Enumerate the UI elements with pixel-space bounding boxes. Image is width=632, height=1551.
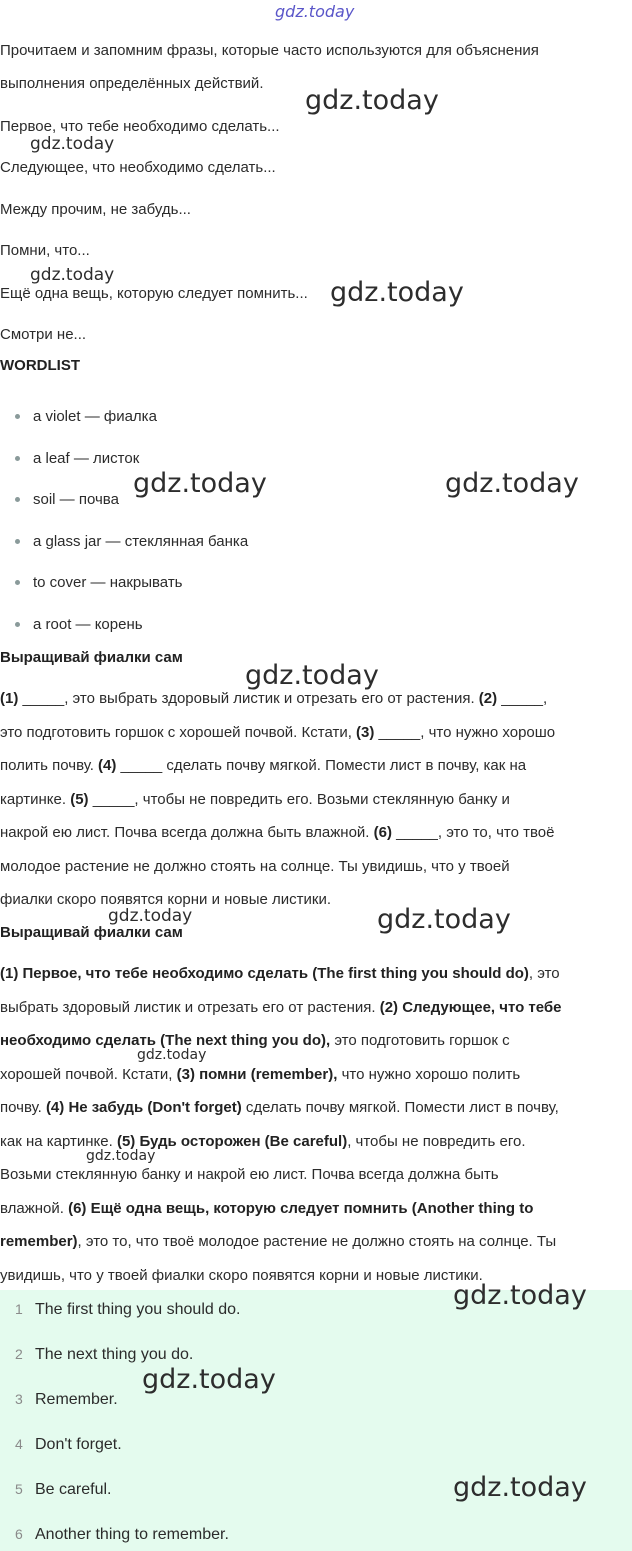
watermark: gdz.today [453, 1280, 587, 1311]
answer-phrase: (1) Первое, что тебе необходимо сделать (The first thing you should do) [0, 965, 529, 982]
phrase-item: Следующее, что необходимо сделать... [0, 159, 276, 176]
answer-text: Be careful. [35, 1481, 112, 1498]
wordlist-item-text: soil — почва [33, 491, 119, 508]
solution-text: , это то, что твоё молодое растение не должно стоять на солнце. Ты [77, 1233, 557, 1250]
answer-text: The first thing you should do. [35, 1301, 241, 1318]
answer-row [15, 1343, 193, 1366]
watermark: gdz.today [330, 277, 464, 308]
task-text: полить почву. [0, 757, 99, 774]
answer-phrase: (4) Не забудь (Don't forget) [45, 1099, 242, 1116]
solution-line [0, 998, 562, 1018]
blank-number: (5) [70, 791, 89, 808]
answer-number: 2 [15, 1346, 23, 1362]
task-text: _____, [497, 690, 548, 707]
wordlist-item [15, 407, 157, 427]
task-line [0, 823, 555, 843]
wordlist-item [15, 449, 139, 469]
watermark: gdz.today [245, 660, 379, 691]
answer-number: 6 [15, 1526, 23, 1542]
phrase-item: Помни, что... [0, 242, 90, 259]
task-text: накрой ею лист. Почва всегда должна быть влажной. [0, 824, 374, 841]
blank-number: (2) [478, 690, 498, 707]
intro-line-1: Прочитаем и запомним фразы, которые часто используются для объяснения [0, 42, 539, 59]
solution-line [0, 1132, 526, 1152]
watermark: gdz.today [305, 85, 439, 116]
task-line [0, 756, 526, 776]
task-text: _____, это выбрать здоровый листик и отрезать его от растения. [18, 690, 479, 707]
blank-number: (3) [356, 724, 375, 741]
task-text: молодое растение не должно стоять на солнце. Ты увидишь, что у твоей [0, 858, 510, 875]
bullet-icon [15, 580, 20, 585]
solution-text: влажной. [0, 1200, 69, 1217]
answer-row [15, 1298, 240, 1321]
answer-row [15, 1433, 122, 1456]
answer-phrase: необходимо сделать (The next thing you do), [0, 1032, 331, 1049]
bullet-icon [15, 622, 20, 627]
solution-text: почву. [0, 1099, 46, 1116]
answer-phrase: (6) Ещё одна вещь, которую следует помнить (Another thing to [68, 1200, 534, 1217]
wordlist-heading: WORDLIST [0, 357, 80, 374]
answer-row [15, 1388, 118, 1411]
phrase-item: Смотри не... [0, 326, 87, 343]
answer-text: Another thing to remember. [35, 1526, 229, 1543]
solution-line [0, 1232, 556, 1252]
task-text: _____ сделать почву мягкой. Помести лист в почву, как на [116, 757, 527, 774]
phrase-item: Между прочим, не забудь... [0, 201, 191, 218]
solution-text: это подготовить горшок с [330, 1032, 510, 1049]
wordlist-item-text: a leaf — листок [33, 450, 140, 467]
watermark: gdz.today [453, 1472, 587, 1503]
task-text: картинке. [0, 791, 71, 808]
answer-phrase: (5) Будь осторожен (Be careful) [116, 1133, 348, 1150]
watermark: gdz.today [142, 1364, 276, 1395]
answer-phrase: (2) Следующее, что тебе [379, 999, 562, 1016]
watermark-top: gdz.today [275, 2, 355, 21]
blank-number: (1) [0, 690, 19, 707]
task-line [0, 723, 555, 743]
solution-text: Возьми стеклянную банку и накрой ею лист. Почва всегда должна быть [0, 1166, 499, 1183]
solution-line [0, 964, 560, 984]
task-line [0, 689, 547, 709]
solution-text: выбрать здоровый листик и отрезать его от растения. [0, 999, 380, 1016]
answer-row [15, 1523, 229, 1546]
solution-line [0, 1266, 483, 1286]
answer-row [15, 1478, 111, 1501]
bullet-icon [15, 497, 20, 502]
answer-number: 4 [15, 1436, 23, 1452]
wordlist-item-text: a root — корень [33, 616, 143, 633]
watermark: gdz.today [30, 265, 115, 285]
answer-text: Don't forget. [35, 1436, 122, 1453]
wordlist-item-text: to cover — накрывать [33, 574, 183, 591]
solution-text: , чтобы не повредить его. [347, 1133, 526, 1150]
watermark: gdz.today [133, 468, 267, 499]
watermark: gdz.today [30, 134, 115, 154]
intro-line-2: выполнения определённых действий. [0, 75, 264, 92]
answers-box [0, 1290, 632, 1551]
answer-number: 5 [15, 1481, 23, 1497]
task-text: _____, чтобы не повредить его. Возьми стеклянную банку и [88, 791, 510, 808]
answer-text: Remember. [35, 1391, 118, 1408]
task-line [0, 790, 510, 810]
watermark: gdz.today [377, 904, 511, 935]
solution-text: , это [528, 965, 560, 982]
solution-line [0, 1065, 520, 1085]
wordlist-item [15, 532, 248, 552]
blank-number: (4) [98, 757, 117, 774]
wordlist-item [15, 490, 119, 510]
watermark: gdz.today [86, 1148, 156, 1164]
wordlist-item [15, 615, 143, 635]
watermark: gdz.today [108, 906, 193, 926]
phrase-item: Первое, что тебе необходимо сделать... [0, 118, 280, 135]
blank-number: (6) [373, 824, 392, 841]
bullet-icon [15, 414, 20, 419]
wordlist-item [15, 573, 183, 593]
watermark: gdz.today [137, 1047, 207, 1063]
bullet-icon [15, 456, 20, 461]
solution-line [0, 1098, 559, 1118]
answer-number: 1 [15, 1301, 23, 1317]
task-text: _____, это то, что твоё [391, 824, 555, 841]
solution-text: хорошей почвой. Кстати, [0, 1066, 177, 1083]
solution-text: увидишь, что у твоей фиалки скоро появятся корни и новые листики. [0, 1267, 483, 1284]
solution-line [0, 1031, 510, 1051]
task-title: Выращивай фиалки сам [0, 649, 183, 666]
solution-text: что нужно хорошо полить [337, 1066, 521, 1083]
solution-line [0, 1199, 533, 1219]
answer-number: 3 [15, 1391, 23, 1407]
answer-text: The next thing you do. [35, 1346, 194, 1363]
phrase-item: Ещё одна вещь, которую следует помнить... [0, 285, 308, 302]
task-text: фиалки скоро появятся корни и новые листики. [0, 891, 332, 908]
solution-line [0, 1165, 499, 1185]
answer-phrase: (3) помни (remember), [176, 1066, 338, 1083]
wordlist-item-text: a violet — фиалка [33, 408, 157, 425]
solution-title: Выращивай фиалки сам [0, 924, 183, 941]
solution-text: как на картинке. [0, 1133, 117, 1150]
task-line [0, 857, 510, 877]
wordlist-item-text: a glass jar — стеклянная банка [33, 533, 249, 550]
bullet-icon [15, 539, 20, 544]
solution-text: сделать почву мягкой. Помести лист в почву, [241, 1099, 559, 1116]
watermark: gdz.today [445, 468, 579, 499]
answer-phrase: remember) [0, 1233, 78, 1250]
task-text: _____, что нужно хорошо [374, 724, 556, 741]
task-text: это подготовить горшок с хорошей почвой. Кстати, [0, 724, 357, 741]
